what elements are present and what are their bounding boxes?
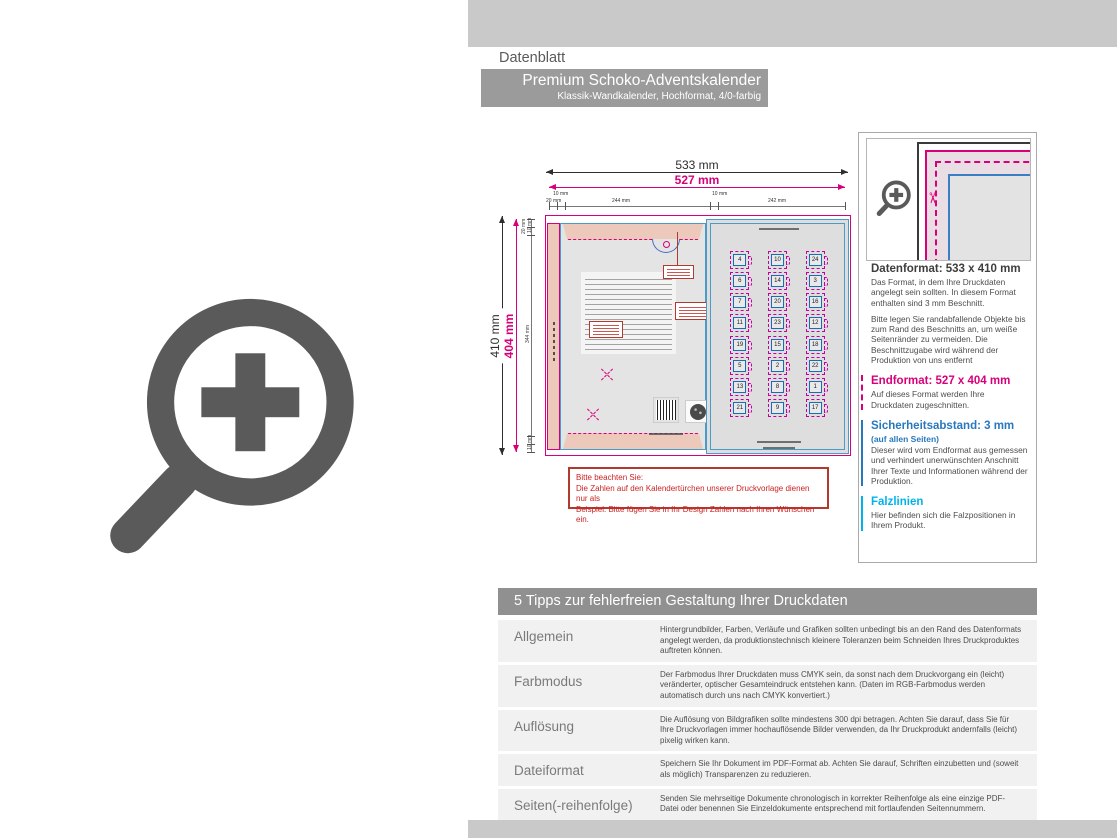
tick [527,452,535,453]
tick [527,235,535,236]
dim-small: 10 mm [712,191,728,197]
falzlinien-heading: Falzlinien [871,496,924,509]
doors-grid [721,249,834,419]
tip-text: Senden Sie mehrseitige Dokumente chronologisch in korrekter Reihenfolge als eine einzige PDF-Datei oder benennen Sie Einzeldokumente entsprechend mit fortlaufenden Seitennummern. [660,793,1006,814]
door: 11 [733,317,746,329]
tip-row-farbmodus [498,665,1037,707]
door: 6 [733,275,746,287]
tip-text: Die Auflösung von Bildgrafiken sollte mindestens 300 dpi betragen. Achten Sie darauf, dass Sie für Ihre Druckvorlagen immer hochauflösende Bilder verwenden, da Ihr Druckprodukt andernfalls (leicht) pixelig wirken kann. [660,714,1018,745]
dim-small: 10 mm [527,217,533,233]
preview-safety-line [948,174,1031,261]
door: 15 [771,339,784,351]
dim-height-inner-label: 404 mm [502,308,516,363]
door: 9 [771,402,784,414]
section-datenformat [871,263,1029,365]
door: 18 [809,339,822,351]
tip-label: Dateiformat [514,763,584,779]
tip-row-dateiformat [498,754,1037,785]
dim-small: 244 mm [612,198,631,204]
calendar-back-panel [560,223,706,450]
dim-small: 10 mm [553,191,569,197]
door: 24 [809,254,822,266]
scissors-icon: ✂ [923,191,941,205]
tip-row-seitenreihenfolge [498,789,1037,820]
sicherheitsabstand-heading: Sicherheitsabstand: 3 mm [871,419,1015,432]
top-fold-flap [563,224,703,240]
dim-small: 344 mm [525,324,531,343]
tiny-text-placeholder [667,268,690,276]
sicherheitsabstand-sub: (auf allen Seiten) [871,433,940,444]
door: 4 [733,254,746,266]
tip-row-aufloesung [498,710,1037,752]
tips-header: 5 Tipps zur fehlerfreien Gestaltung Ihrer Druckdaten [498,588,1037,615]
tip-label: Auflösung [514,718,575,734]
note-title: Bitte beachten Sie: [576,473,644,482]
tiny-text-placeholder [649,433,683,435]
datenblatt-tab: Datenblatt [490,47,591,69]
calendar-die-drawing [545,215,851,456]
door: 8 [771,381,784,393]
tick [565,202,566,210]
top-gray-band [468,0,1117,47]
tip-row-allgemein [498,620,1037,662]
tip-text: Speichern Sie Ihr Dokument im PDF-Format ab. Achten Sie darauf, Schriften einzubetten und (soweit als möglich) Transparenzen zu reduzieren. [660,759,1019,779]
door: 5 [733,360,746,372]
door: 2 [771,360,784,372]
door: 14 [771,275,784,287]
door: 13 [733,381,746,393]
endformat-heading: Endformat: 527 x 404 mm [871,375,1011,388]
door: 10 [771,254,784,266]
tick [845,202,846,210]
title-banner [481,69,768,107]
tip-label: Seiten(-reihenfolge) [514,797,633,813]
dim-small-top-line [549,206,845,207]
door: 7 [733,296,746,308]
dim-width-outer-label: 533 mm [670,158,723,172]
section-sicherheitsabstand [861,420,1029,486]
section-falzlinien [861,496,1029,531]
nutrition-table-placeholder [581,272,676,354]
hanger-die-cut [652,239,680,253]
note-line2: Beispiel. Bitte fügen Sie in Ihr Design Zahlen nach Ihren Wünschen ein. [576,504,815,524]
dim-small: 10 mm [527,434,533,450]
page-title: Premium Schoko-Adventskalender [522,72,761,89]
tiny-text-placeholder [759,228,799,230]
door: 19 [733,339,746,351]
info-sections [871,263,1029,541]
tip-label: Allgemein [514,629,574,644]
dim-height-inner [502,219,517,452]
dim-width-inner-label: 527 mm [670,173,725,187]
fold-mark [599,367,615,383]
door: 17 [809,402,822,414]
section-endformat [861,375,1029,410]
door: 22 [809,360,822,372]
hanger-hole [663,241,670,248]
dim-height-outer-label: 410 mm [488,309,502,362]
tip-text: Der Farbmodus Ihrer Druckdaten muss CMYK sein, da sonst nach dem Druckvorgang ein (leicht) veränderter, optischer Gesamteindruck entstehen kann. (Daten im RGB-Farbmodus werden automatisch durch uns nach CMYK konvertiert.) [660,669,1005,700]
datenformat-heading: Datenformat: 533 x 410 mm [871,263,1021,275]
tick [710,202,711,210]
annotation-leader-line [677,232,678,265]
dim-small: 20 mm [521,218,527,234]
tiny-text-placeholder [593,324,619,335]
corner-zoom-preview [866,138,1031,261]
door: 20 [771,296,784,308]
tiny-text-placeholder [757,441,801,443]
glue-flap-left [547,223,560,450]
tips-table [498,588,1037,823]
note-line1: Die Zahlen auf den Kalendertürchen unserer Druckvorlage dienen nur als [576,483,810,503]
fold-mark [585,407,601,423]
tick [718,202,719,210]
tiny-text-placeholder [585,276,672,350]
dim-width-inner [549,173,845,188]
tiny-text-placeholder [763,447,795,449]
barcode-placeholder [653,397,679,423]
dim-small-left-line [531,219,532,452]
zoom-in-icon [875,179,913,217]
annotation-box [663,265,694,279]
tip-text: Hintergrundbilder, Farben, Verläufe und Grafiken sollten unbedingt bis an den Rand des Datenformats angelegt werden, da produktionstechnisch kleinere Toleranzen beim Schneiden Ihres Druckproduktes auftreten können. [660,625,1022,656]
door: 16 [809,296,822,308]
bottom-fold-flap [563,433,703,449]
note-box [568,467,829,524]
zoom-in-icon [98,288,370,560]
tiny-text-placeholder [553,319,555,361]
sicherheitsabstand-body: Dieser wird vom Endformat aus gemessen und verhindert unerwünschten Anschnitt Ihrer Texte und Informationen während der Produktion. [871,444,1028,486]
format-info-panel [858,132,1037,563]
door: 3 [809,275,822,287]
page-subtitle: Klassik-Wandkalender, Hochformat, 4/0-farbig [557,91,761,102]
door: 1 [809,381,822,393]
door: 12 [809,317,822,329]
dim-small: 242 mm [768,198,787,204]
door: 23 [771,317,784,329]
datenformat-body2: Bitte legen Sie randabfallende Objekte bis zum Rand des Beschnitts an, um weiße Seitenränder zu vermeiden. Die Beschnittzugabe wird während der Produktion von uns entfernt [871,313,1026,366]
falzlinien-body: Hier befinden sich die Falzpositionen in Ihrem Produkt. [871,510,1016,531]
recycle-icon [690,404,706,420]
tip-label: Farbmodus [514,673,583,689]
datenformat-body1: Das Format, in dem Ihre Druckdaten angelegt sein sollten. In diesem Format enthalten sind 3 mm Beschnitt. [871,277,1016,308]
annotation-box [589,321,623,338]
door: 21 [733,402,746,414]
dim-small: 20 mm [546,198,562,204]
endformat-body: Auf dieses Format werden Ihre Druckdaten zugeschnitten. [871,389,985,410]
